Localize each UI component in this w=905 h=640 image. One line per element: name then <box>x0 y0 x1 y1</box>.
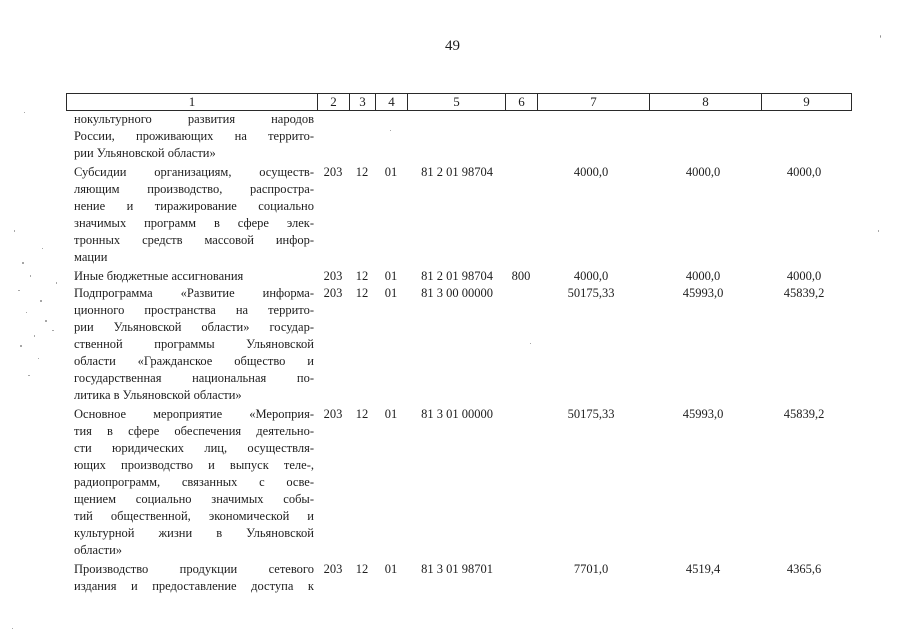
cell-col-8: 4000,0 <box>685 269 721 283</box>
cell-col-5: 81 2 01 98704 <box>421 269 493 283</box>
row-text-line: Субсидии организациям, осуществ- <box>74 165 314 179</box>
cell-col-2: 203 <box>323 407 343 421</box>
row-text-line: России, проживающих на террито- <box>74 129 314 143</box>
cell-col-4: 01 <box>384 165 398 179</box>
cell-col-3: 12 <box>355 286 369 300</box>
cell-col-3: 12 <box>355 407 369 421</box>
header-col-6: 6 <box>505 94 537 110</box>
cell-col-9: 45839,2 <box>783 286 825 300</box>
cell-col-7: 50175,33 <box>567 286 615 300</box>
cell-col-2: 203 <box>323 269 343 283</box>
row-text-line: ляющим производство, распростра- <box>74 182 314 196</box>
cell-col-5: 81 3 01 00000 <box>421 407 493 421</box>
row-text-line: Основное мероприятие «Мероприя- <box>74 407 314 421</box>
header-col-1: 1 <box>188 94 196 109</box>
row-text-line: области» <box>74 543 123 557</box>
row-text-line: ственной программы Ульяновской <box>74 337 314 351</box>
header-col-8: 8 <box>649 94 761 110</box>
row-text-line: тронных средств массовой инфор- <box>74 233 314 247</box>
row-text-line: рии Ульяновской области» <box>74 146 216 160</box>
header-col-9: 9 <box>761 94 851 110</box>
row-text-line: нокультурного развития народов <box>74 112 314 126</box>
cell-col-5: 81 3 00 00000 <box>421 286 493 300</box>
cell-col-3: 12 <box>355 269 369 283</box>
cell-col-8: 45993,0 <box>682 407 724 421</box>
row-text-line: Иные бюджетные ассигнования <box>74 269 244 283</box>
cell-col-9: 4000,0 <box>786 269 822 283</box>
row-text-line: Производство продукции сетевого <box>74 562 314 576</box>
cell-col-2: 203 <box>323 562 343 576</box>
row-text-line: сти юридических лиц, осуществля- <box>74 441 314 455</box>
header-col-7: 7 <box>537 94 649 110</box>
cell-col-7: 4000,0 <box>573 269 609 283</box>
cell-col-8: 4519,4 <box>685 562 721 576</box>
row-text-line: нение и тиражирование социально <box>74 199 314 213</box>
row-text-line: рии Ульяновской области» государ- <box>74 320 314 334</box>
cell-col-7: 7701,0 <box>573 562 609 576</box>
header-col-2: 2 <box>317 94 349 110</box>
cell-col-8: 45993,0 <box>682 286 724 300</box>
row-text-line: радиопрограмм, связанных с осве- <box>74 475 314 489</box>
row-text-line: литика в Ульяновской области» <box>74 388 242 402</box>
row-text-line: Подпрограмма «Развитие информа- <box>74 286 314 300</box>
row-text-line: мации <box>74 250 108 264</box>
cell-col-9: 4000,0 <box>786 165 822 179</box>
cell-col-8: 4000,0 <box>685 165 721 179</box>
header-col-5: 5 <box>407 94 505 110</box>
cell-col-4: 01 <box>384 562 398 576</box>
cell-col-6: 800 <box>511 269 531 283</box>
row-text-line: государственная национальная по- <box>74 371 314 385</box>
row-text-line: тия в сфере обеспечения деятельно- <box>74 424 314 438</box>
row-text-line: ющих производство и выпуск теле-, <box>74 458 314 472</box>
cell-col-4: 01 <box>384 407 398 421</box>
row-text-line: значимых программ в сфере элек- <box>74 216 314 230</box>
cell-col-7: 50175,33 <box>567 407 615 421</box>
page-number: 49 <box>445 38 460 54</box>
cell-col-9: 45839,2 <box>783 407 825 421</box>
cell-col-4: 01 <box>384 286 398 300</box>
cell-col-2: 203 <box>323 165 343 179</box>
cell-col-3: 12 <box>355 165 369 179</box>
row-text-line: щением социально значимых собы- <box>74 492 314 506</box>
cell-col-5: 81 2 01 98704 <box>421 165 493 179</box>
row-text-line: области «Гражданское общество и <box>74 354 314 368</box>
cell-col-4: 01 <box>384 269 398 283</box>
table-header <box>66 93 852 111</box>
cell-col-7: 4000,0 <box>573 165 609 179</box>
cell-col-5: 81 3 01 98701 <box>421 562 493 576</box>
header-col-3: 3 <box>349 94 375 110</box>
header-col-4: 4 <box>375 94 407 110</box>
row-text-line: культурной жизни в Ульяновской <box>74 526 314 540</box>
row-text-line: ционного пространства на террито- <box>74 303 314 317</box>
row-text-line: издания и предоставление доступа к <box>74 579 314 593</box>
cell-col-9: 4365,6 <box>786 562 822 576</box>
cell-col-2: 203 <box>323 286 343 300</box>
cell-col-3: 12 <box>355 562 369 576</box>
row-text-line: тий общественной, экономической и <box>74 509 314 523</box>
